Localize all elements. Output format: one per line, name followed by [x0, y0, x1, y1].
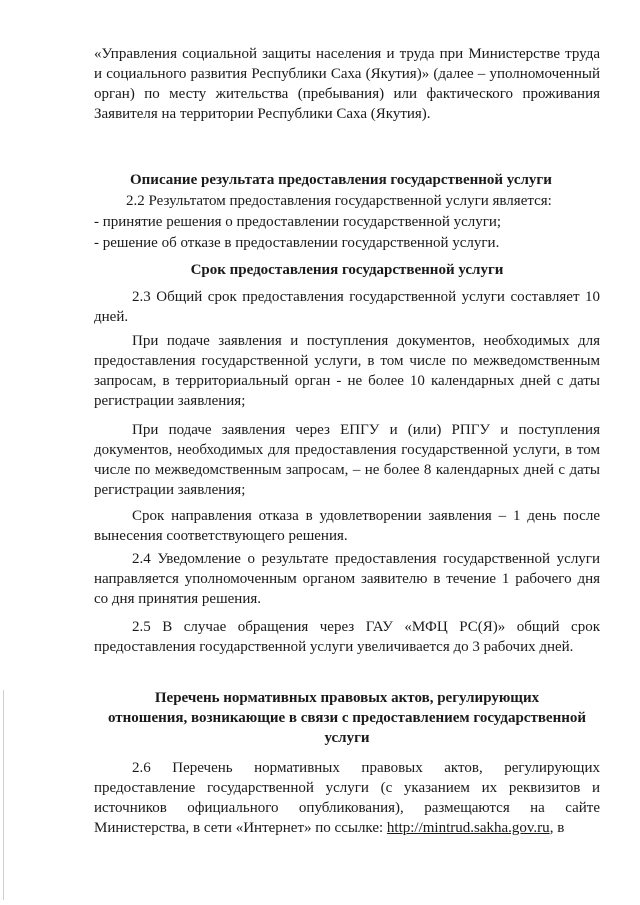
paragraph-2-5: 2.5 В случае обращения через ГАУ «МФЦ РС(Я)» общий срок предоставления государственной услуги увеличивается до 3 рабочих дней. [94, 619, 600, 655]
heading-legal-acts-line-3: услуги [324, 730, 370, 746]
intro-paragraph: «Управления социальной защиты населения и труда при Министерстве труда и социального развития Республики Саха (Якутия)» (далее – уполномоченный орган) по месту жительства (пребывания) или фактического проживания Заявителя на территории Республики Саха (Якутия). [94, 46, 600, 122]
list-item-refusal: - решение об отказе в предоставлении государственной услуги. [94, 235, 500, 251]
paragraph-2-3: 2.3 Общий срок предоставления государственной услуги составляет 10 дней. [94, 289, 600, 325]
heading-legal-acts [94, 688, 600, 748]
heading-legal-acts-line-2: отношения, возникающие в связи с предоставлением государственной [107, 710, 586, 726]
paragraph-2-6-tail: , в [549, 820, 565, 836]
heading-legal-acts-line-1: Перечень нормативных правовых актов, регулирующих [154, 690, 540, 706]
paragraph-refusal-term: Срок направления отказа в удовлетворении заявления – 1 день после вынесения соответствующего решения. [94, 508, 600, 544]
heading-result-description: Описание результата предоставления государственной услуги [130, 172, 552, 188]
paragraph-2-2: 2.2 Результатом предоставления государственной услуги является: [126, 193, 552, 209]
paragraph-2-6-text: 2.6 Перечень нормативных правовых актов, регулирующих предоставление государственной услуги (с указанием их реквизитов и источников официального опубликования), размещаются на сайте Министерства, в сети «Интернет» по ссылке: [94, 760, 600, 836]
list-item-grant: - принятие решения о предоставлении государственной услуги; [94, 214, 502, 230]
paragraph-territorial-body: При подаче заявления и поступления документов, необходимых для предоставления государственной услуги, в том числе по межведомственным запросам, в территориальный орган - не более 10 календарных дней с даты регистрации заявления; [94, 333, 600, 409]
heading-term: Срок предоставления государственной услуги [190, 262, 504, 278]
paragraph-2-6 [94, 758, 600, 838]
paragraph-epgu: При подаче заявления через ЕПГУ и (или) РПГУ и поступления документов, необходимых для предоставления государственной услуги, в том числе по межведомственным запросам, – не более 8 календарных дней с даты регистрации заявления; [94, 422, 600, 498]
ministry-website-link[interactable]: http://mintrud.sakha.gov.ru [386, 820, 550, 836]
scan-edge-line [3, 690, 4, 900]
paragraph-2-4: 2.4 Уведомление о результате предоставления государственной услуги направляется уполномоченным органом заявителю в течение 1 рабочего дня со дня принятия решения. [94, 551, 600, 607]
